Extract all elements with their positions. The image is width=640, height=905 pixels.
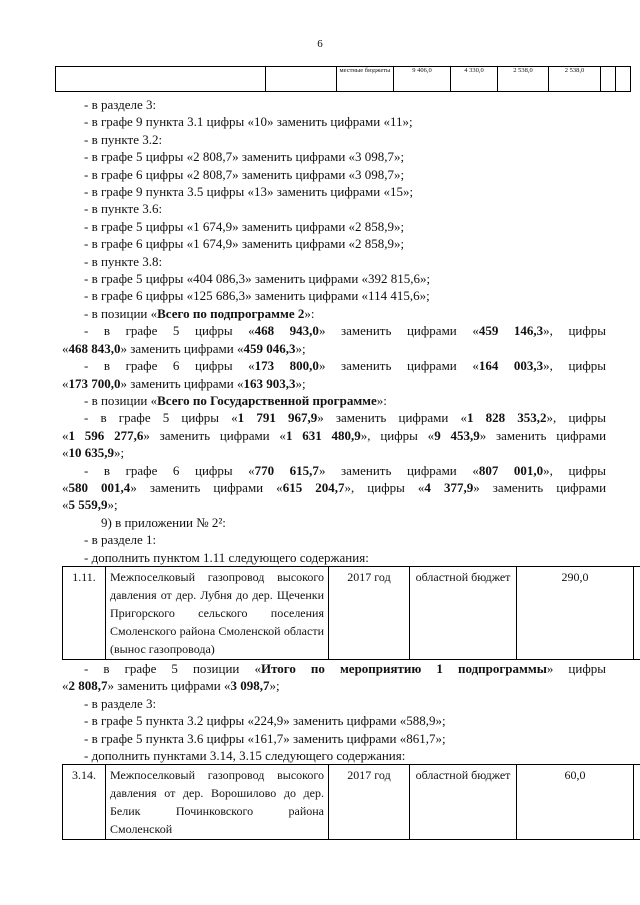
text-line: - в графе 9 пункта 3.5 цифры «13» заменить цифрами «15»;	[84, 184, 414, 200]
text-line: «173 700,0» заменить цифрами «163 903,3»;	[62, 375, 306, 391]
text-line: - в пункте 3.2:	[84, 131, 163, 147]
row-number: 1.11.	[63, 566, 106, 659]
position-heading: - в позиции «Всего по Государственной программе»:	[84, 392, 387, 408]
row-source: областной бюджет	[410, 765, 517, 840]
row-name: Межпоселковый газопровод высокого давления от дер. Ворошилово до дер. Белик Починковского района Смоленской	[106, 765, 329, 840]
text-line: - в графе 5 цифры «1 674,9» заменить цифрами «2 858,9»;	[84, 218, 405, 234]
row-number: 3.14.	[63, 765, 106, 840]
row-year: 2017 год	[329, 765, 410, 840]
table-cell-empty	[266, 67, 337, 92]
table-cell-value: 2 538,0	[549, 67, 601, 92]
text-line: «10 635,9»;	[62, 445, 125, 461]
row-sum: 290,0	[517, 566, 634, 659]
text-line: - дополнить пунктами 3.14, 3.15 следующего содержания:	[84, 748, 406, 763]
text-line: - в графе 6 цифры «2 808,7» заменить цифрами «3 098,7»;	[84, 166, 405, 182]
insert-table	[62, 566, 640, 660]
text-line: - в графе 5 цифры «1 791 967,9» заменить цифрами «1 828 353,2», цифры	[84, 410, 607, 426]
row-sum: 60,0	[517, 765, 634, 840]
text-line: - в графе 6 цифры «125 686,3» заменить цифрами «114 415,6»;	[84, 288, 430, 304]
table-cell-empty	[56, 67, 266, 92]
insert-table	[62, 764, 640, 840]
document-body	[62, 96, 607, 840]
text-line: - в разделе 3:	[84, 695, 157, 711]
table-cell-empty	[601, 67, 616, 92]
table-row	[63, 566, 640, 659]
text-line: «5 559,9»;	[62, 497, 118, 513]
text-line: - в графе 6 цифры «1 674,9» заменить цифрами «2 858,9»;	[84, 236, 405, 252]
table-cell-value: 2 538,0	[498, 67, 549, 92]
text-line: - в графе 6 цифры «173 800,0» заменить цифрами «164 003,3», цифры	[84, 358, 607, 374]
text-line: - в графе 5 цифры «2 808,7» заменить цифрами «3 098,7»;	[84, 149, 405, 165]
budget-table-fragment	[55, 66, 631, 92]
text-line: - в графе 5 цифры «404 086,3» заменить цифрами «392 815,6»;	[84, 271, 431, 287]
table-cell-empty	[634, 566, 640, 659]
table-cell-empty	[616, 67, 631, 92]
table-row	[63, 765, 640, 840]
text-line: - в графе 5 пункта 3.6 цифры «161,7» заменить цифрами «861,7»;	[84, 730, 446, 746]
row-source: областной бюджет	[410, 566, 517, 659]
text-line: - в графе 9 пункта 3.1 цифры «10» заменить цифрами «11»;	[84, 114, 413, 130]
text-line: - дополнить пунктом 1.11 следующего содержания:	[84, 549, 369, 565]
text-line: - в разделе 3:	[84, 97, 157, 112]
table-cell-funding: местные бюджеты	[337, 67, 394, 92]
text-line: - в графе 5 пункта 3.2 цифры «224,9» заменить цифрами «588,9»;	[84, 713, 446, 729]
text-line: «580 001,4» заменить цифрами «615 204,7», цифры «4 377,9» заменить цифрами	[62, 479, 607, 495]
text-line: «468 843,0» заменить цифрами «459 046,3»;	[62, 340, 306, 356]
row-name: Межпоселковый газопровод высокого давления от дер. Лубня до дер. Щеченки Пригорского сельского поселения Смоленского района Смоленской области (вынос газопровода)	[106, 566, 329, 659]
page-number: 6	[317, 38, 323, 50]
table-cell-value: 4 330,0	[451, 67, 498, 92]
table-cell-empty	[634, 765, 640, 840]
text-line: «2 808,7» заменить цифрами «3 098,7»;	[62, 678, 280, 694]
position-heading: - в позиции «Всего по подпрограмме 2»:	[84, 305, 315, 321]
text-line: «1 596 277,6» заменить цифрами «1 631 480,9», цифры «9 453,9» заменить цифрами	[62, 427, 607, 443]
appendix-heading: 9) в приложении № 2²:	[101, 514, 226, 530]
text-line: - в графе 6 цифры «770 615,7» заменить цифрами «807 001,0», цифры	[84, 462, 607, 478]
text-line: - в графе 5 позиции «Итого по мероприятию 1 подпрограммы» цифры	[84, 660, 606, 676]
row-year: 2017 год	[329, 566, 410, 659]
table-cell-value: 9 406,0	[394, 67, 451, 92]
text-line: - в пункте 3.6:	[84, 201, 163, 217]
text-line: - в пункте 3.8:	[84, 253, 163, 269]
text-line: - в разделе 1:	[84, 532, 157, 548]
text-line: - в графе 5 цифры «468 943,0» заменить цифрами «459 146,3», цифры	[84, 323, 607, 339]
